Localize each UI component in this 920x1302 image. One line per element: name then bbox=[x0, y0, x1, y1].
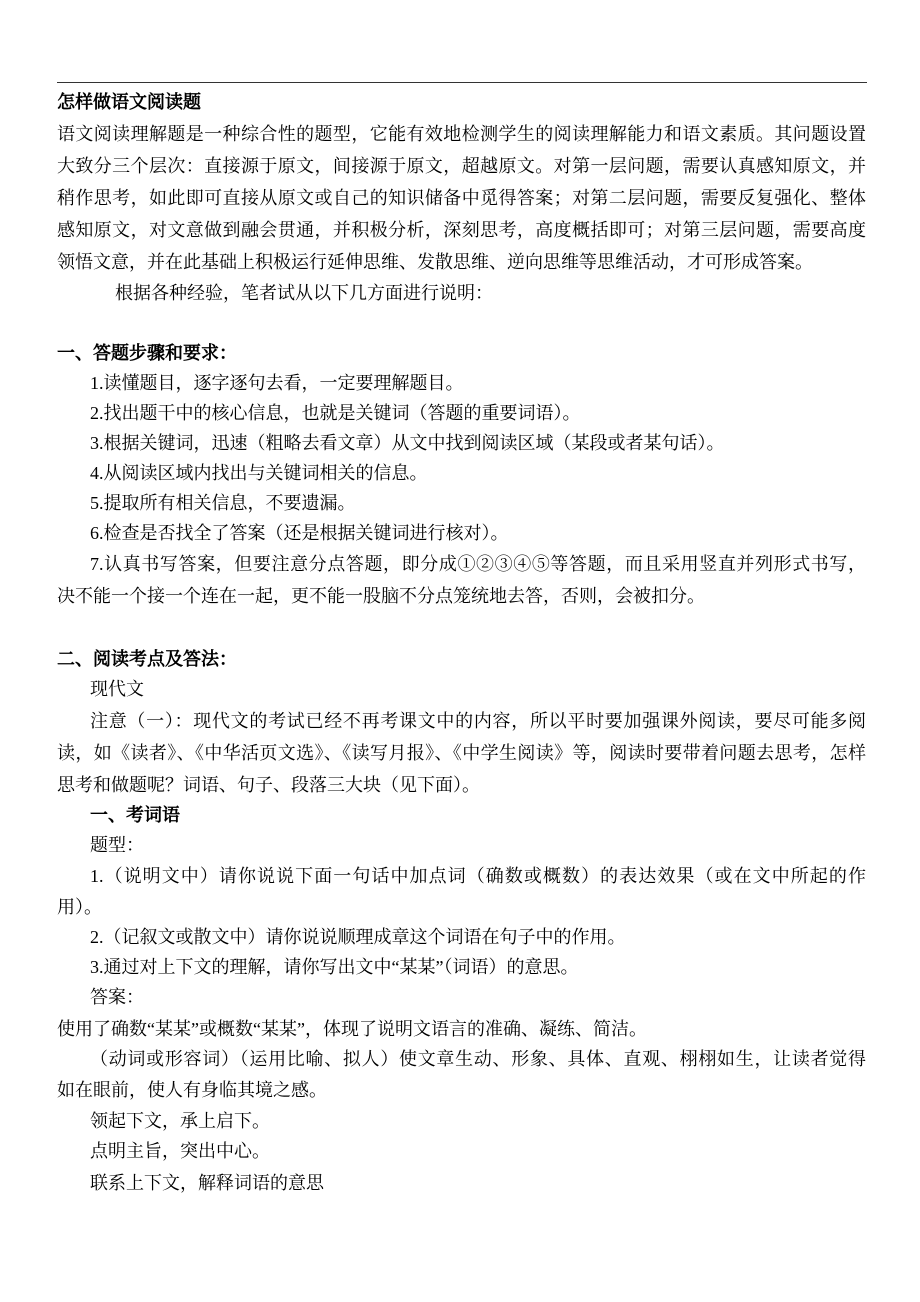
intro-line: 领悟文意，并在此基础上积极运行延伸思维、发散思维、逆向思维等思维活动，才可形成答案。 bbox=[57, 252, 813, 272]
step-item: 5.提取所有相关信息，不要遗漏。 bbox=[90, 493, 356, 513]
modern-label: 现代文 bbox=[90, 679, 144, 699]
answer-line: 点明主旨，突出中心。 bbox=[90, 1141, 270, 1161]
step-item: 2.找出题干中的核心信息，也就是关键词（答题的重要词语）。 bbox=[90, 403, 581, 423]
header-rule bbox=[57, 82, 867, 83]
section-heading-1: 一、答题步骤和要求： bbox=[57, 343, 237, 363]
question-line: 3.通过对上下文的理解，请你写出文中“某某”（词语）的意思。 bbox=[90, 957, 579, 977]
note-line: 读，如《读者》、《中华活页文选》、《读写月报》、《中学生阅读》等，阅读时要带着问题去思考，怎样 bbox=[57, 743, 866, 763]
question-line: 用）。 bbox=[57, 897, 102, 917]
note-line: 思考和做题呢？词语、句子、段落三大块（见下面）。 bbox=[57, 775, 480, 795]
step-item: 3.根据关键词，迅速（粗略去看文章）从文中找到阅读区域（某段或者某句话）。 bbox=[90, 433, 725, 453]
step-item: 4.从阅读区域内找出与关键词相关的信息。 bbox=[90, 463, 428, 483]
answer-line: 使用了确数“某某”或概数“某某”，体现了说明文语言的准确、凝练、简洁。 bbox=[57, 1019, 647, 1039]
answer-label: 答案： bbox=[90, 987, 144, 1007]
step-item-cont: 决不能一个接一个连在一起，更不能一股脑不分点笼统地去答，否则，会被扣分。 bbox=[57, 586, 705, 606]
types-label: 题型： bbox=[90, 835, 144, 855]
answer-line: 如在眼前，使人有身临其境之感。 bbox=[57, 1080, 327, 1100]
answer-line: 领起下文，承上启下。 bbox=[90, 1111, 270, 1131]
step-item: 1.读懂题目，逐字逐句去看，一定要理解题目。 bbox=[90, 373, 464, 393]
subheading-words: 一、考词语 bbox=[90, 805, 180, 825]
note-line: 注意（一）：现代文的考试已经不再考课文中的内容，所以平时要加强课外阅读，要尽可能多阅 bbox=[90, 711, 866, 731]
document-title: 怎样做语文阅读题 bbox=[57, 92, 201, 112]
step-item: 7.认真书写答案，但要注意分点答题，即分成①②③④⑤等答题，而且采用竖直并列形式书写， bbox=[90, 554, 866, 574]
answer-line: 联系上下文，解释词语的意思 bbox=[90, 1173, 324, 1193]
question-line: 2.（记叙文或散文中）请你说说顺理成章这个词语在句子中的作用。 bbox=[90, 927, 626, 947]
section-heading-2: 二、阅读考点及答法： bbox=[57, 649, 237, 669]
question-line: 1.（说明文中）请你说说下面一句话中加点词（确数或概数）的表达效果（或在文中所起的作 bbox=[90, 866, 866, 886]
intro-line: 语文阅读理解题是一种综合性的题型，它能有效地检测学生的阅读理解能力和语文素质。其问题设置 bbox=[57, 124, 866, 144]
answer-line: （动词或形容词）（运用比喻、拟人）使文章生动、形象、具体、直观、栩栩如生，让读者觉得 bbox=[90, 1049, 866, 1069]
intro-line-2: 根据各种经验，笔者试从以下几方面进行说明： bbox=[115, 283, 493, 303]
intro-line: 大致分三个层次：直接源于原文，间接源于原文，超越原文。对第一层问题，需要认真感知原文，并 bbox=[57, 156, 866, 176]
intro-line: 感知原文，对文意做到融会贯通，并积极分析，深刻思考，高度概括即可；对第三层问题，需要高度 bbox=[57, 220, 866, 240]
intro-line: 稍作思考，如此即可直接从原文或自己的知识储备中觅得答案；对第二层问题，需要反复强化、整体 bbox=[57, 188, 866, 208]
step-item: 6.检查是否找全了答案（还是根据关键词进行核对）。 bbox=[90, 523, 509, 543]
